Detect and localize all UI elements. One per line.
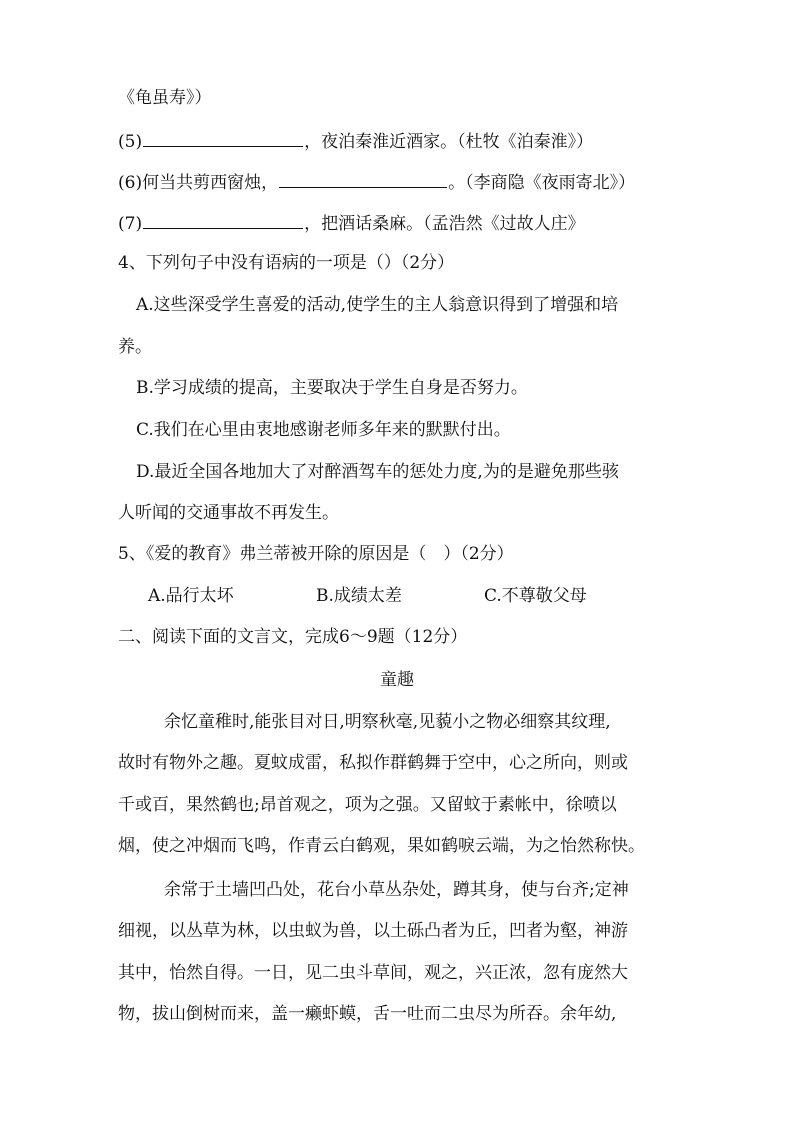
option-a: A.这些深受学生喜爱的活动,使学生的主人翁意识得到了增强和培 (136, 295, 619, 315)
passage-line: 余常于土墙凹凸处，花台小草丛杂处，蹲其身，使与台齐;定神 (164, 880, 629, 900)
option-a: A.品行太坏 (148, 586, 234, 606)
question-text: ，把酒话桑麻。（孟浩然《过故人庄》 (304, 214, 585, 234)
fill-blank-question-7 (118, 210, 585, 235)
option-d-continued: 人听闻的交通事故不再发生。 (118, 503, 339, 523)
fill-blank-question-6 (118, 169, 635, 194)
question-text: (6)何当共剪西窗烛， (118, 173, 279, 193)
section-heading: 二、阅读下面的文言文，完成6～9题（12分） (118, 627, 468, 647)
answer-blank[interactable] (143, 210, 303, 229)
text-line: 《龟虽寿》） (118, 88, 212, 108)
option-b: B.成绩太差 (316, 586, 402, 606)
answer-blank[interactable] (143, 128, 303, 147)
passage-line: 余忆童稚时,能张目对日,明察秋毫,见藐小之物必细察其纹理, (164, 712, 611, 732)
option-b: B.学习成绩的提高，主要取决于学生自身是否努力。 (136, 378, 528, 398)
question-number: (5) (118, 132, 143, 152)
passage-line: 物，拔山倒树而来，盖一癞虾蟆，舌一吐而二虫尽为所吞。余年幼, (118, 1004, 617, 1024)
passage-line: 故时有物外之趣。夏蚊成雷，私拟作群鹤舞于空中，心之所向，则或 (118, 753, 628, 773)
passage-line: 其中，怡然自得。一日，见二虫斗草间，观之，兴正浓，忽有庞然大 (118, 963, 628, 983)
answer-blank[interactable] (279, 169, 447, 188)
question-5-stem: 5、《爱的教育》弗兰蒂被开除的原因是（ ）（2分） (118, 544, 514, 564)
question-text: ，夜泊秦淮近酒家。（杜牧《泊秦淮》） (304, 132, 594, 152)
question-4-stem: 4、下列句子中没有语病的一项是（）（2分） (118, 253, 455, 273)
option-a-continued: 养。 (118, 337, 152, 357)
option-d: D.最近全国各地加大了对醉酒驾车的惩处力度,为的是避免那些骇 (136, 462, 619, 482)
question-number: (7) (118, 214, 143, 234)
fill-blank-question-5 (118, 128, 593, 153)
passage-title: 童趣 (380, 670, 414, 690)
passage-line: 烟，使之冲烟而飞鸣，作青云白鹤观，果如鹤唳云端，为之怡然称快。 (118, 836, 645, 856)
passage-line: 千或百，果然鹤也;昂首观之，项为之强。又留蚊于素帐中，徐喷以 (118, 795, 617, 815)
question-text: 。（李商隐《夜雨寄北》） (448, 173, 636, 193)
option-c: C.我们在心里由衷地感谢老师多年来的默默付出。 (136, 420, 511, 440)
option-c: C.不尊敬父母 (484, 586, 587, 606)
passage-line: 细视，以丛草为林，以虫蚁为兽，以土砾凸者为丘，凹者为壑，神游 (118, 921, 628, 941)
